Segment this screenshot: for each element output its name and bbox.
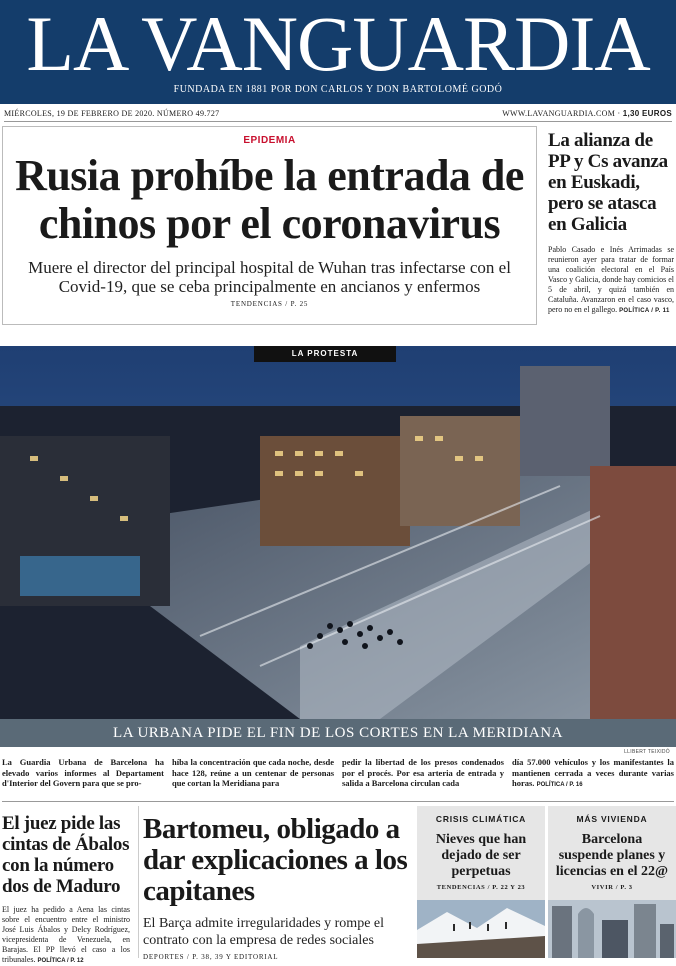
housing-headline[interactable]: Barcelona suspende planes y licencias en el 22@ (555, 832, 669, 879)
photo-text-col-4 (512, 757, 674, 797)
website-link[interactable]: WWW.LAVANGUARDIA.COM (502, 109, 616, 118)
lead-story[interactable] (2, 126, 537, 325)
climate-kicker: CRISIS CLIMÁTICA (435, 814, 527, 824)
climate-box[interactable] (417, 806, 545, 958)
photo-kicker: LA PROTESTA (254, 346, 396, 362)
side-story[interactable] (548, 130, 674, 330)
lead-kicker: EPIDEMIA (243, 135, 296, 146)
lead-subhead: Muere el director del principal hospital de Wuhan tras infectarse con el Covid-19, que se ceba principalmente en ancianos y enfermos (28, 258, 511, 296)
founding-line: FUNDADA EN 1881 POR DON CARLOS Y DON BARTOLOMÉ GODÓ (173, 84, 503, 95)
main-photo[interactable] (0, 346, 676, 719)
night-street-photo (0, 346, 676, 719)
climate-headline[interactable]: Nieves que han dejado de ser perpetuas (435, 832, 527, 879)
abalos-body (2, 905, 130, 966)
photo-credit: LLIBERT TEIXIDÓ (624, 749, 670, 755)
snow-mountain-photo (417, 900, 545, 958)
price: 1,30 EUROS (622, 109, 672, 118)
bartomeu-story[interactable] (138, 806, 410, 961)
dateline-right (502, 109, 672, 118)
side-body (548, 245, 674, 316)
side-headline[interactable]: La alianza de PP y Cs avanza en Euskadi, pero se atasca en Galicia (548, 130, 668, 235)
housing-box[interactable] (548, 806, 676, 958)
lead-headline[interactable]: Rusia prohíbe la entrada de chinos por el coronavirus (15, 151, 524, 248)
dateline (4, 106, 672, 122)
newspaper-logo[interactable]: LA VANGUARDIA (26, 0, 650, 87)
photo-section-ref: POLÍTICA / P. 16 (536, 782, 583, 788)
abalos-section-ref: POLÍTICA / P. 12 (37, 958, 84, 964)
abalos-story[interactable] (2, 813, 130, 964)
photo-text-col-2: híba la concentración que cada noche, desde hace 128, reúne a un centenar de personas que cortan la Meridiana para (172, 757, 334, 788)
bartomeu-subhead: El Barça admite irregularidades y rompe el contrato con la empresa de redes sociales (143, 916, 385, 948)
housing-section-ref: VIVIR / P. 3 (591, 884, 633, 891)
buildings-photo (548, 900, 676, 958)
masthead (0, 0, 676, 104)
lead-section-ref: TENDENCIAS / P. 25 (230, 300, 309, 308)
abalos-body-text: El juez ha pedido a Aena las cintas sobre el encuentro entre el ministro José Luis Ábalos y Delcy Rodríguez, vicepresidenta de Venezuela, en Barajas. El PP llevó el caso a los tribunales. (2, 905, 130, 964)
housing-kicker: MÁS VIVIENDA (576, 814, 648, 824)
photo-caption[interactable]: LA URBANA PIDE EL FIN DE LOS CORTES EN LA MERIDIANA (0, 719, 676, 747)
issue-date: MIÉRCOLES, 19 DE FEBRERO DE 2020. NÚMERO 49.727 (4, 109, 220, 118)
photo-text-col-1: La Guardia Urbana de Barcelona ha elevado varios informes al Departament d'Interior del Govern para que se pro- (2, 757, 164, 788)
bartomeu-headline[interactable]: Bartomeu, obligado a dar explicaciones a los capitanes (143, 813, 408, 907)
separator-dot: · (617, 109, 623, 118)
side-body-text: Pablo Casado e Inés Arrimadas se reunieron ayer para tratar de formar una coalición electoral en el País Vasco y Galicia, donde hay comicios el 5 de abril, y quizá también en Cataluña. Avanzaron en el caso vasco, pero no en el gallego. (548, 245, 674, 314)
bartomeu-section-ref: DEPORTES / P. 38, 39 Y EDITORIAL (143, 953, 279, 961)
photo-text-col-4-body: día 57.000 vehículos y los manifestantes la mantienen cerrada a veces durante varias horas. (512, 757, 674, 788)
abalos-headline[interactable]: El juez pide las cintas de Ábalos con la número dos de Maduro (2, 813, 130, 897)
side-section-ref: POLÍTICA / P. 11 (619, 308, 670, 314)
photo-text (2, 757, 674, 797)
photo-text-col-3: pedir la libertad de los presos condenados por el procés. Por esa arteria de entrada y salida a Barcelona circulan cada (342, 757, 504, 788)
climate-section-ref: TENDENCIAS / P. 22 Y 23 (436, 884, 526, 891)
section-divider (2, 801, 674, 802)
